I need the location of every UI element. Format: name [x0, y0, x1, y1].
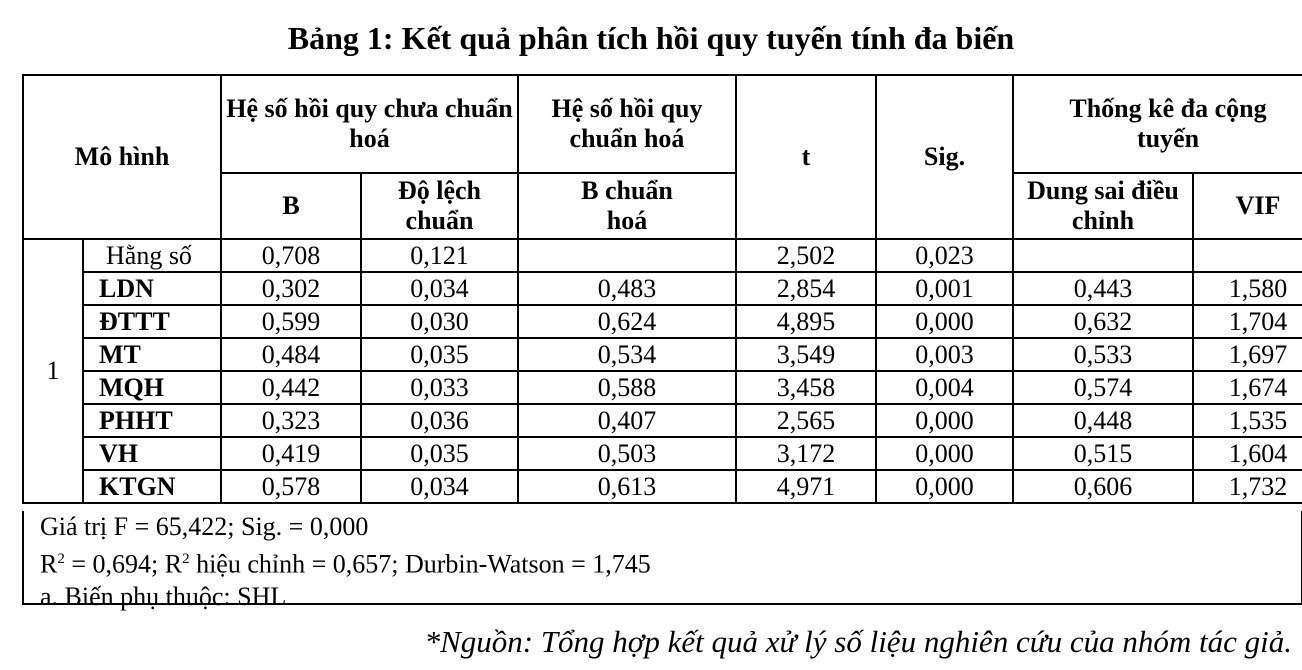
cell-b: 0,578 — [221, 470, 361, 503]
cell-vif — [1193, 239, 1302, 272]
cell-beta: 0,624 — [518, 305, 736, 338]
cell-t: 2,565 — [736, 404, 876, 437]
header-b: B — [221, 173, 361, 239]
table-row — [23, 470, 1302, 503]
cell-t: 3,458 — [736, 371, 876, 404]
cell-vif: 1,604 — [1193, 437, 1302, 470]
cell-sig: 0,001 — [876, 272, 1013, 305]
cell-vif: 1,732 — [1193, 470, 1302, 503]
cell-b: 0,599 — [221, 305, 361, 338]
cell-tol: 0,606 — [1013, 470, 1193, 503]
cell-se: 0,033 — [361, 371, 518, 404]
header-model: Mô hình — [23, 75, 221, 239]
cell-beta: 0,503 — [518, 437, 736, 470]
cell-beta: 0,588 — [518, 371, 736, 404]
table-row — [23, 437, 1302, 470]
cell-vif: 1,580 — [1193, 272, 1302, 305]
cell-sig: 0,000 — [876, 305, 1013, 338]
cell-tol — [1013, 239, 1193, 272]
cell-tol: 0,515 — [1013, 437, 1193, 470]
header-unstandardized: Hệ số hồi quy chưa chuẩn hoá — [221, 75, 518, 173]
header-t: t — [736, 75, 876, 239]
cell-se: 0,036 — [361, 404, 518, 437]
cell-sig: 0,023 — [876, 239, 1013, 272]
header-std-error: Độ lệch chuẩn — [361, 173, 518, 239]
cell-vif: 1,697 — [1193, 338, 1302, 371]
header-standardized: Hệ số hồi quy chuẩn hoá — [518, 75, 736, 173]
summary-r-squared: $R^2 = 0,694$; $R^2$ hiệu chỉnh = 0,657; Durbin-Watson = 1,745 — [40, 549, 651, 579]
summary-f-stat: Giá trị F = 65,422; Sig. = 0,000 — [40, 512, 369, 541]
cell-tol: 0,448 — [1013, 404, 1193, 437]
cell-t: 3,549 — [736, 338, 876, 371]
cell-tol: 0,632 — [1013, 305, 1193, 338]
cell-t: 2,502 — [736, 239, 876, 272]
cell-b: 0,323 — [221, 404, 361, 437]
table-row — [23, 404, 1302, 437]
header-sig: Sig. — [876, 75, 1013, 239]
cell-name: PHHT — [83, 404, 221, 437]
cell-t: 4,895 — [736, 305, 876, 338]
header-tolerance: Dung sai điều chỉnh — [1013, 173, 1193, 239]
cell-b: 0,442 — [221, 371, 361, 404]
cell-se: 0,034 — [361, 470, 518, 503]
cell-name: Hằng số — [83, 239, 221, 272]
cell-name: MQH — [83, 371, 221, 404]
cell-vif: 1,535 — [1193, 404, 1302, 437]
header-collinearity: Thống kê đa cộng tuyến — [1013, 75, 1302, 173]
cell-sig: 0,003 — [876, 338, 1013, 371]
cell-b: 0,419 — [221, 437, 361, 470]
cell-t: 4,971 — [736, 470, 876, 503]
cell-sig: 0,004 — [876, 371, 1013, 404]
cell-se: 0,030 — [361, 305, 518, 338]
cell-b: 0,708 — [221, 239, 361, 272]
table-row — [23, 272, 1302, 305]
cell-se: 0,034 — [361, 272, 518, 305]
cell-sig: 0,000 — [876, 404, 1013, 437]
table-row — [23, 371, 1302, 404]
cell-b: 0,302 — [221, 272, 361, 305]
cell-beta: 0,613 — [518, 470, 736, 503]
cell-name: ĐTTT — [83, 305, 221, 338]
cell-beta: 0,483 — [518, 272, 736, 305]
cell-name: LDN — [83, 272, 221, 305]
source-note: *Nguồn: Tổng hợp kết quả xử lý số liệu nghiên cứu của nhóm tác giả. — [424, 624, 1292, 659]
cell-sig: 0,000 — [876, 437, 1013, 470]
cell-b: 0,484 — [221, 338, 361, 371]
cell-se: 0,121 — [361, 239, 518, 272]
summary-dependent-variable: a. Biến phụ thuộc: SHL — [40, 581, 287, 611]
cell-se: 0,035 — [361, 338, 518, 371]
header-beta: B chuẩn hoá — [518, 173, 736, 239]
cell-beta — [518, 239, 736, 272]
cell-se: 0,035 — [361, 437, 518, 470]
cell-t: 2,854 — [736, 272, 876, 305]
table-row — [23, 338, 1302, 371]
cell-beta: 0,534 — [518, 338, 736, 371]
cell-name: KTGN — [83, 470, 221, 503]
cell-name: MT — [83, 338, 221, 371]
table-title: Bảng 1: Kết quả phân tích hồi quy tuyến tính đa biến — [287, 20, 1015, 56]
table-row — [23, 239, 1302, 272]
cell-tol: 0,443 — [1013, 272, 1193, 305]
cell-vif: 1,674 — [1193, 371, 1302, 404]
header-vif: VIF — [1193, 173, 1302, 239]
cell-tol: 0,574 — [1013, 371, 1193, 404]
cell-name: VH — [83, 437, 221, 470]
regression-table — [22, 74, 1302, 504]
model-number: 1 — [23, 239, 83, 503]
cell-sig: 0,000 — [876, 470, 1013, 503]
model-summary — [22, 511, 1302, 611]
cell-t: 3,172 — [736, 437, 876, 470]
table-row — [23, 305, 1302, 338]
cell-tol: 0,533 — [1013, 338, 1193, 371]
cell-vif: 1,704 — [1193, 305, 1302, 338]
cell-beta: 0,407 — [518, 404, 736, 437]
